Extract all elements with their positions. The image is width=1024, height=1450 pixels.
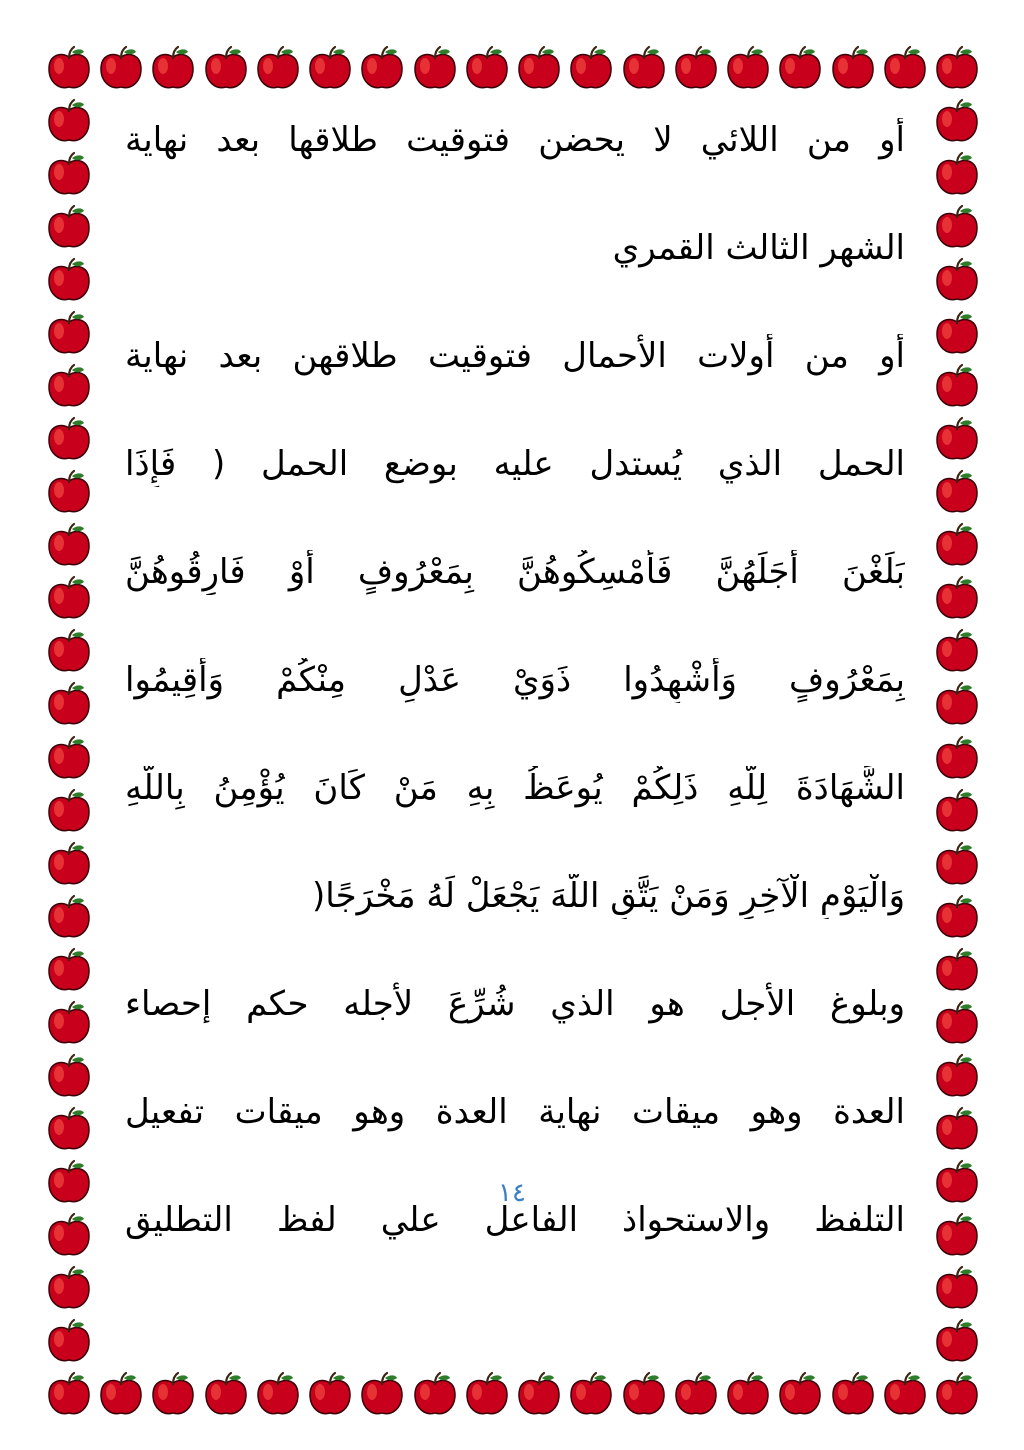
red-apple-icon [44, 1105, 94, 1155]
red-apple-icon [44, 574, 94, 624]
red-apple-icon [566, 44, 616, 94]
red-apple-icon [932, 627, 982, 677]
red-apple-icon [932, 44, 982, 94]
red-apple-icon [44, 627, 94, 677]
red-apple-icon [44, 415, 94, 465]
red-apple-icon [932, 1211, 982, 1261]
red-apple-icon [305, 1370, 355, 1420]
red-apple-icon [880, 44, 930, 94]
red-apple-icon [410, 44, 460, 94]
red-apple-icon [44, 203, 94, 253]
red-apple-icon [462, 1370, 512, 1420]
red-apple-icon [932, 734, 982, 784]
red-apple-icon [775, 1370, 825, 1420]
red-apple-icon [44, 468, 94, 518]
red-apple-icon [44, 787, 94, 837]
red-apple-icon [148, 1370, 198, 1420]
page-number: ١٤ [498, 1178, 526, 1208]
quran-verse-line: وَالْيَوْمِ الْآخِرِ وَمَنْ يَتَّقِ اللَّهَ يَجْعَلْ لَهُ مَخْرَجًا( [312, 876, 905, 916]
text-line: وبلوغ الأجل هو الذي شُرِّعَ لأجله حكم إحصاء [125, 984, 905, 1024]
red-apple-icon [775, 44, 825, 94]
text-line: أو من أولات الأحمال فتوقيت طلاقهن بعد نهاية [125, 336, 905, 376]
red-apple-icon [44, 680, 94, 730]
red-apple-icon [305, 44, 355, 94]
red-apple-icon [253, 1370, 303, 1420]
red-apple-icon [44, 946, 94, 996]
red-apple-icon [932, 97, 982, 147]
red-apple-icon [44, 734, 94, 784]
red-apple-icon [44, 309, 94, 359]
red-apple-icon [932, 680, 982, 730]
red-apple-icon [828, 44, 878, 94]
red-apple-icon [44, 521, 94, 571]
text-line: الحمل الذي يُستدل عليه بوضع الحمل ( فَإِذَا [125, 444, 905, 484]
paragraph-1 [125, 118, 905, 271]
red-apple-icon [619, 1370, 669, 1420]
red-apple-icon [410, 1370, 460, 1420]
red-apple-icon [932, 1264, 982, 1314]
red-apple-icon [44, 893, 94, 943]
red-apple-icon [932, 415, 982, 465]
text-line: العدة وهو ميقات نهاية العدة وهو ميقات تفعيل [125, 1092, 905, 1132]
red-apple-icon [44, 362, 94, 412]
red-apple-icon [44, 999, 94, 1049]
quran-verse-line: بَلَغْنَ أَجَلَهُنَّ فَأَمْسِكُوهُنَّ بِمَعْرُوفٍ أَوْ فَارِقُوهُنَّ [125, 552, 905, 592]
red-apple-icon [148, 44, 198, 94]
red-apple-icon [201, 44, 251, 94]
red-apple-icon [671, 1370, 721, 1420]
red-apple-icon [44, 256, 94, 306]
red-apple-icon [932, 787, 982, 837]
red-apple-icon [44, 44, 94, 94]
red-apple-icon [96, 44, 146, 94]
red-apple-icon [44, 97, 94, 147]
page-body-text [125, 118, 905, 1243]
red-apple-icon [932, 309, 982, 359]
text-line: أو من اللائي لا يحضن فتوقيت طلاقها بعد نهاية [125, 120, 905, 160]
red-apple-icon [201, 1370, 251, 1420]
red-apple-icon [44, 1211, 94, 1261]
red-apple-icon [44, 150, 94, 200]
red-apple-icon [723, 1370, 773, 1420]
red-apple-icon [566, 1370, 616, 1420]
text-line: التلفظ والاستحواذ الفاعل علي لفظ التطليق [125, 1200, 905, 1240]
red-apple-icon [514, 44, 564, 94]
red-apple-icon [932, 1317, 982, 1367]
red-apple-icon [619, 44, 669, 94]
red-apple-icon [932, 1370, 982, 1420]
red-apple-icon [932, 1052, 982, 1102]
red-apple-icon [96, 1370, 146, 1420]
red-apple-icon [932, 893, 982, 943]
red-apple-icon [932, 1105, 982, 1155]
red-apple-icon [932, 999, 982, 1049]
red-apple-icon [357, 1370, 407, 1420]
red-apple-icon [671, 44, 721, 94]
red-apple-icon [932, 840, 982, 890]
red-apple-icon [253, 44, 303, 94]
red-apple-icon [44, 1317, 94, 1367]
red-apple-icon [932, 521, 982, 571]
red-apple-icon [932, 468, 982, 518]
red-apple-icon [828, 1370, 878, 1420]
red-apple-icon [44, 1052, 94, 1102]
red-apple-icon [357, 44, 407, 94]
red-apple-icon [880, 1370, 930, 1420]
red-apple-icon [44, 1370, 94, 1420]
red-apple-icon [932, 203, 982, 253]
paragraph-2 [125, 334, 905, 919]
red-apple-icon [932, 150, 982, 200]
red-apple-icon [932, 574, 982, 624]
quran-verse-line: بِمَعْرُوفٍ وَأَشْهِدُوا ذَوَيْ عَدْلٍ مِنْكُمْ وَأَقِيمُوا [125, 660, 905, 700]
red-apple-icon [44, 1264, 94, 1314]
red-apple-icon [932, 946, 982, 996]
red-apple-icon [514, 1370, 564, 1420]
quran-verse-line: الشَّهَادَةَ لِلَّهِ ذَلِكُمْ يُوعَظُ بِهِ مَنْ كَانَ يُؤْمِنُ بِاللَّهِ [125, 768, 905, 808]
text-line: الشهر الثالث القمري [612, 228, 905, 268]
red-apple-icon [723, 44, 773, 94]
red-apple-icon [932, 256, 982, 306]
red-apple-icon [462, 44, 512, 94]
red-apple-icon [932, 362, 982, 412]
red-apple-icon [44, 840, 94, 890]
